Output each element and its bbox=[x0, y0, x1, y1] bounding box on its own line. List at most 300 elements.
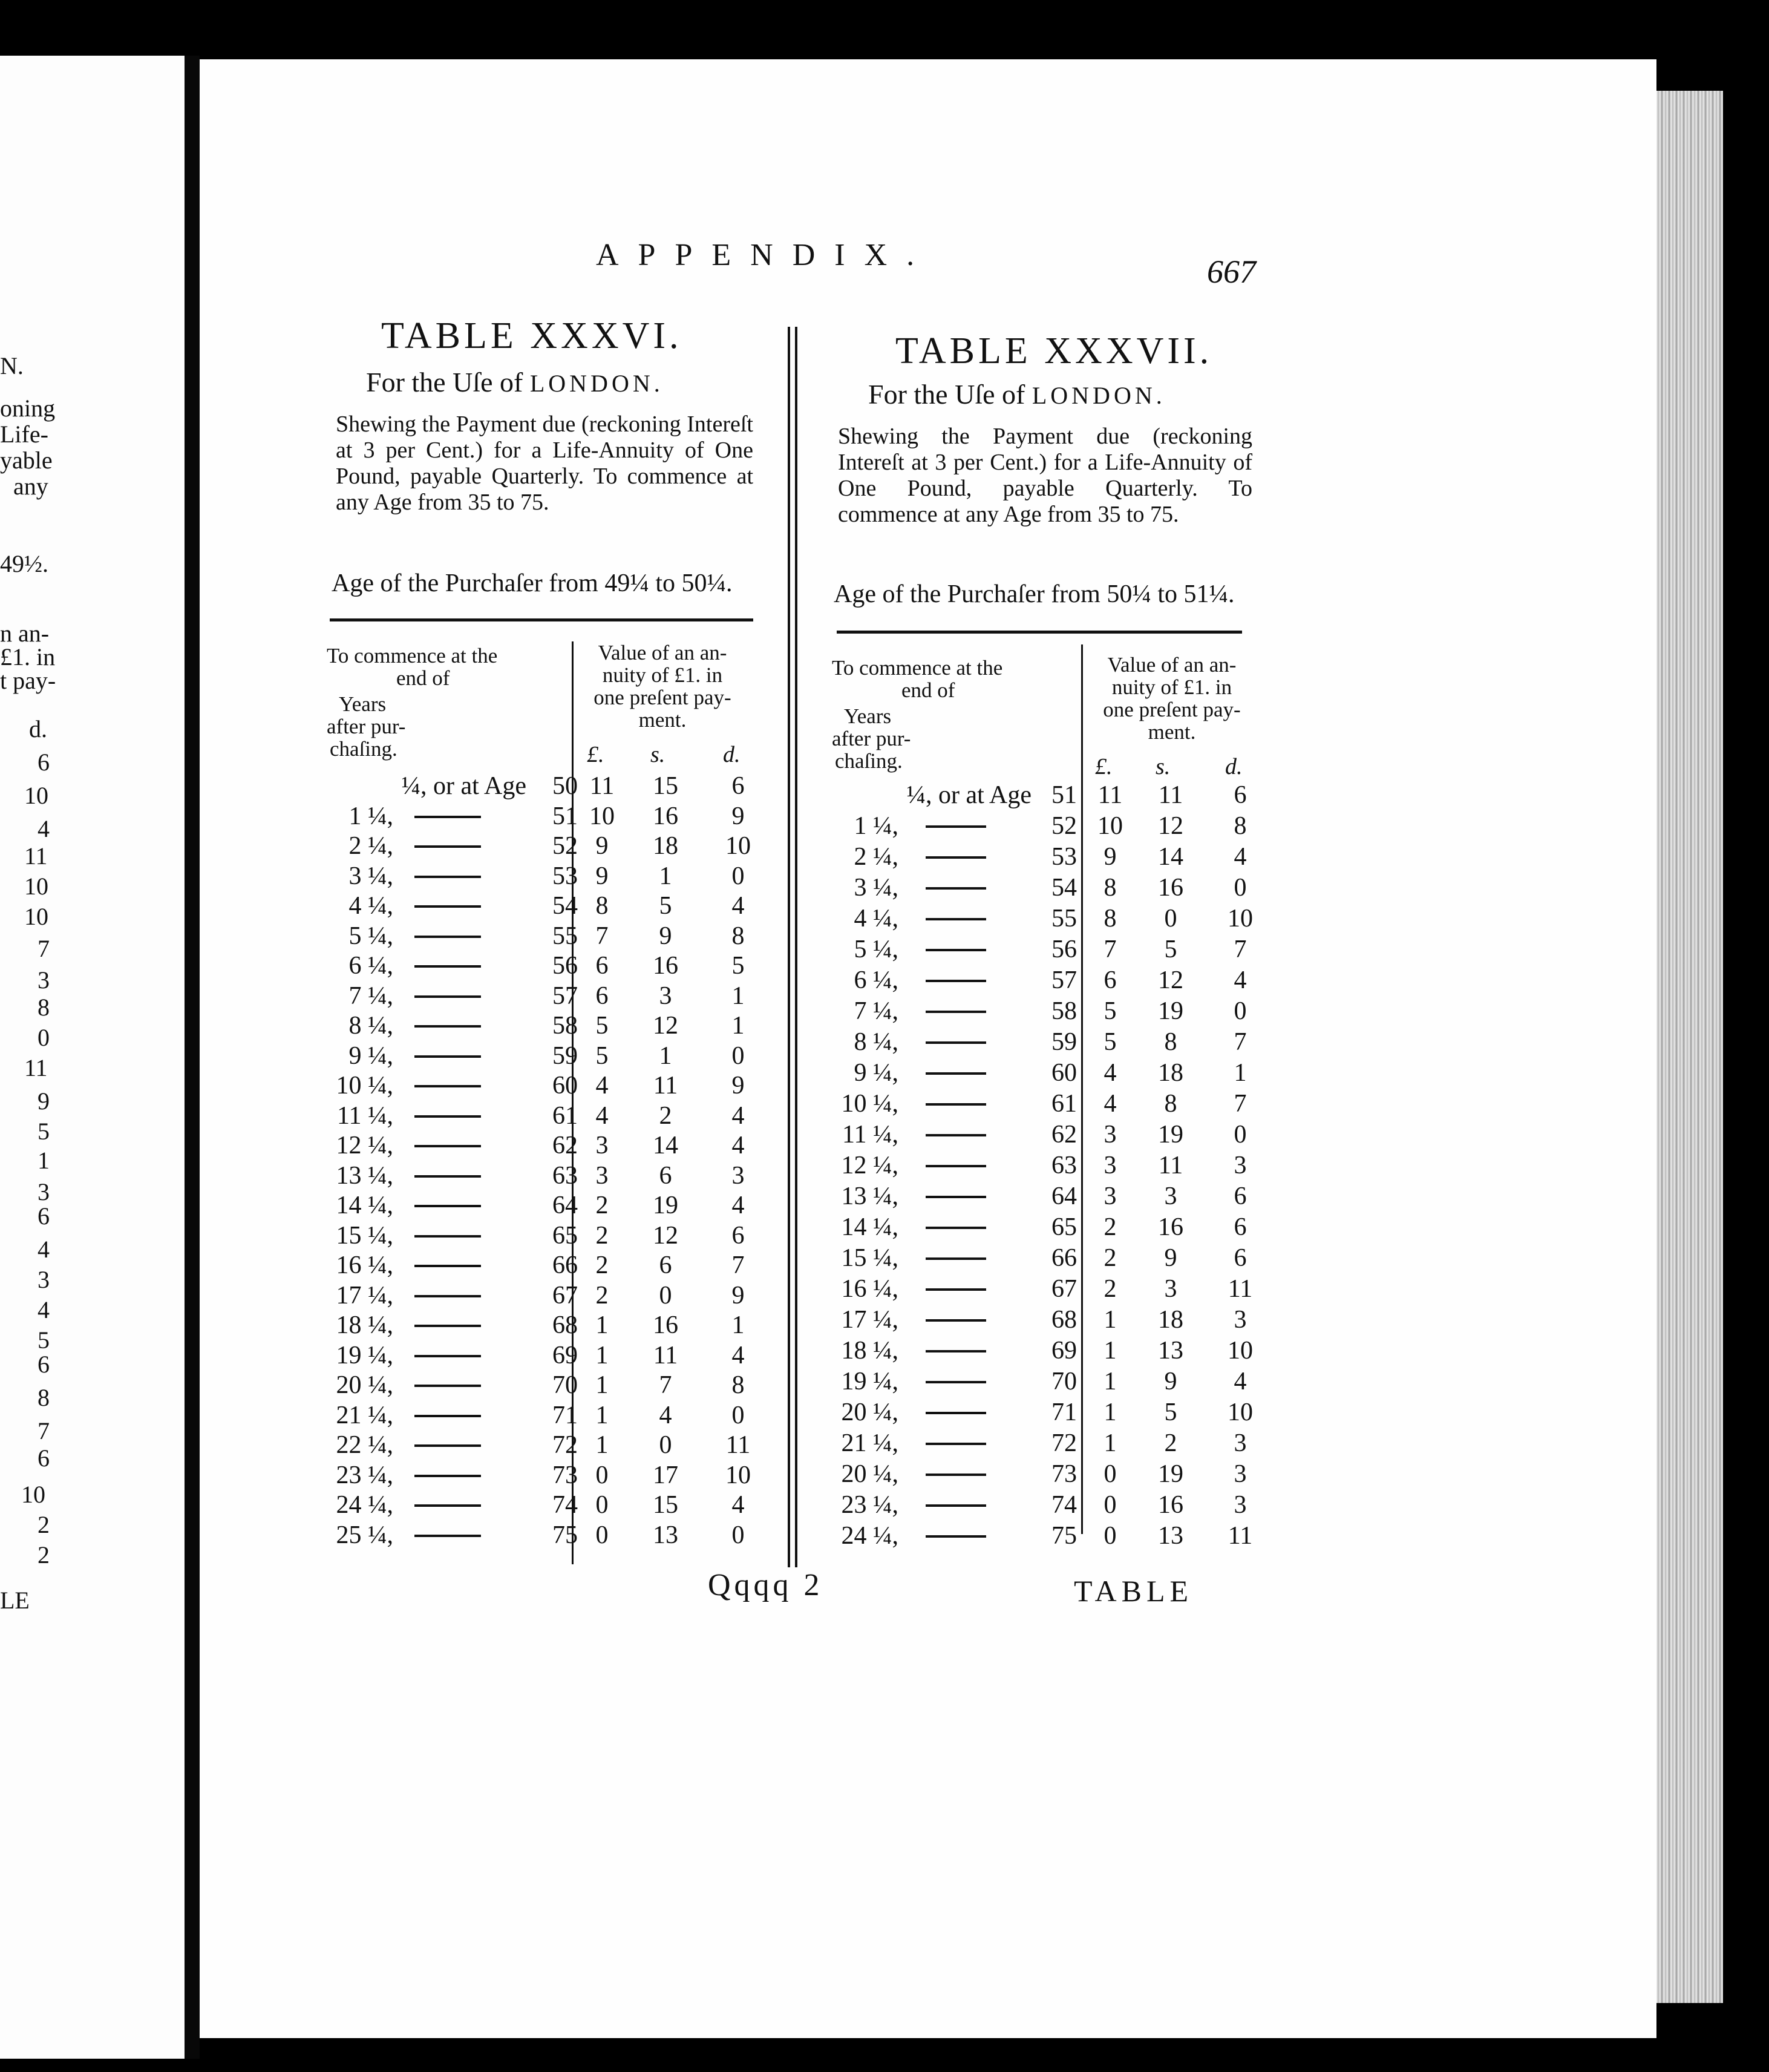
header-value-line: one preſent pay- bbox=[593, 686, 731, 709]
pence-cell: 1 bbox=[731, 982, 745, 1010]
pounds-cell: 0 bbox=[595, 1491, 609, 1519]
row-dash bbox=[926, 1474, 986, 1476]
pounds-cell: 3 bbox=[1104, 1121, 1117, 1149]
pounds-cell: 1 bbox=[595, 1431, 609, 1459]
pounds-cell: 1 bbox=[595, 1401, 609, 1429]
pounds-cell: 2 bbox=[595, 1251, 609, 1279]
table-row bbox=[327, 862, 759, 892]
table-row bbox=[832, 811, 1261, 842]
table-row bbox=[327, 1311, 759, 1341]
table-row bbox=[832, 842, 1261, 873]
years-cell: 16 ¼, bbox=[336, 1251, 393, 1279]
years-cell: 4 ¼, bbox=[348, 892, 393, 920]
years-cell: 2 ¼, bbox=[854, 843, 898, 871]
age-cell: 52 bbox=[552, 832, 578, 860]
header-commence: To commence at the bbox=[327, 644, 498, 667]
shillings-cell: 12 bbox=[1158, 812, 1183, 840]
header-rule bbox=[837, 631, 1242, 634]
pence-cell: 4 bbox=[1234, 843, 1247, 871]
row-dash bbox=[414, 1415, 481, 1417]
pence-cell: 8 bbox=[731, 922, 745, 950]
pence-cell: 0 bbox=[1234, 997, 1247, 1025]
table-row bbox=[832, 1305, 1261, 1336]
pence-cell: 0 bbox=[1234, 1121, 1247, 1149]
shillings-cell: 9 bbox=[659, 922, 672, 950]
left-page-fragment: 4 bbox=[38, 1296, 50, 1323]
pence-cell: 4 bbox=[1234, 966, 1247, 994]
table-row bbox=[327, 1131, 759, 1161]
left-page-fragment: 10 bbox=[24, 903, 48, 930]
row-dash bbox=[926, 825, 986, 828]
left-page-fragment: Life- bbox=[0, 421, 48, 448]
shillings-cell: 16 bbox=[1158, 1491, 1183, 1519]
row-dash bbox=[414, 1535, 481, 1537]
years-cell: 24 ¼, bbox=[841, 1522, 898, 1550]
years-cell: 12 ¼, bbox=[841, 1152, 898, 1179]
age-cell: 68 bbox=[552, 1311, 578, 1339]
left-page-fragment: 11 bbox=[24, 842, 48, 870]
table-row bbox=[327, 1341, 759, 1371]
shillings-cell: 19 bbox=[1158, 997, 1183, 1025]
row-dash bbox=[926, 1504, 986, 1507]
running-head: APPENDIX. bbox=[596, 238, 934, 272]
years-cell: 23 ¼, bbox=[336, 1461, 393, 1489]
table-use-line bbox=[868, 378, 1166, 410]
row-dash bbox=[926, 856, 986, 859]
row-dash bbox=[414, 1055, 481, 1058]
pounds-cell: 3 bbox=[595, 1161, 609, 1190]
years-cell: 11 ¼, bbox=[842, 1121, 898, 1149]
row-dash bbox=[926, 1535, 986, 1538]
row-dash bbox=[414, 1325, 481, 1327]
row-dash bbox=[926, 1134, 986, 1136]
pounds-cell: 7 bbox=[595, 922, 609, 950]
center-divider-rule bbox=[788, 327, 790, 1567]
pence-cell: 4 bbox=[731, 1192, 745, 1219]
shillings-cell: 13 bbox=[1158, 1522, 1183, 1550]
pence-cell: 10 bbox=[1228, 905, 1253, 933]
pence-cell: 6 bbox=[1234, 1213, 1247, 1241]
left-page-fragment: 3 bbox=[38, 1178, 50, 1205]
pence-cell: 3 bbox=[731, 1161, 745, 1190]
years-cell: 3 ¼, bbox=[854, 874, 898, 902]
pounds-cell: 6 bbox=[595, 952, 609, 980]
table-row bbox=[832, 904, 1261, 934]
table-row bbox=[832, 1336, 1261, 1366]
age-cell: 70 bbox=[1051, 1368, 1077, 1395]
table-row bbox=[832, 1028, 1261, 1058]
years-cell: 7 ¼, bbox=[348, 982, 393, 1010]
pounds-cell: 1 bbox=[1104, 1306, 1117, 1334]
age-cell: 52 bbox=[1051, 812, 1077, 840]
age-cell: 64 bbox=[1051, 1182, 1077, 1210]
years-cell: 14 ¼, bbox=[336, 1192, 393, 1219]
unit-pounds: £. bbox=[1095, 754, 1113, 779]
age-cell: 66 bbox=[552, 1251, 578, 1279]
pounds-cell: 7 bbox=[1104, 936, 1117, 963]
pounds-cell: 3 bbox=[1104, 1152, 1117, 1179]
pence-cell: 10 bbox=[725, 1461, 751, 1489]
pence-cell: 6 bbox=[1234, 1182, 1247, 1210]
left-page-fragment: 8 bbox=[38, 1384, 50, 1411]
pounds-cell: 2 bbox=[595, 1281, 609, 1310]
book-gutter bbox=[185, 56, 200, 2059]
pounds-cell: 9 bbox=[595, 832, 609, 860]
pounds-cell: 2 bbox=[1104, 1213, 1117, 1241]
pounds-cell: 4 bbox=[1104, 1059, 1117, 1087]
age-cell: 60 bbox=[1051, 1059, 1077, 1087]
table-row bbox=[327, 1221, 759, 1251]
pounds-cell: 0 bbox=[1104, 1522, 1117, 1550]
pence-cell: 0 bbox=[731, 1041, 745, 1070]
row-dash bbox=[414, 1025, 481, 1028]
table-row bbox=[327, 922, 759, 952]
age-cell: 51 bbox=[1051, 781, 1077, 809]
pounds-cell: 9 bbox=[595, 862, 609, 890]
age-cell: 64 bbox=[552, 1192, 578, 1219]
row-dash bbox=[926, 1257, 986, 1260]
years-cell: 4 ¼, bbox=[854, 905, 898, 933]
pounds-cell: 10 bbox=[589, 802, 615, 830]
age-cell: 71 bbox=[1051, 1398, 1077, 1426]
table-row bbox=[327, 1431, 759, 1461]
table-row bbox=[832, 1521, 1261, 1552]
age-cell: 53 bbox=[1051, 843, 1077, 871]
years-cell: 20 ¼, bbox=[841, 1398, 898, 1426]
unit-shillings: s. bbox=[1156, 754, 1171, 779]
age-cell: 65 bbox=[1051, 1213, 1077, 1241]
row-dash bbox=[414, 1145, 481, 1147]
pence-cell: 4 bbox=[731, 1132, 745, 1159]
row-dash bbox=[926, 1319, 986, 1322]
table-row bbox=[327, 1521, 759, 1551]
header-value-line: nuity of £1. in bbox=[1111, 675, 1232, 699]
table-row bbox=[832, 873, 1261, 903]
table-row bbox=[327, 831, 759, 862]
pence-cell: 9 bbox=[731, 1281, 745, 1310]
years-cell: 3 ¼, bbox=[348, 862, 393, 890]
row-dash bbox=[926, 1041, 986, 1044]
pounds-cell: 5 bbox=[1104, 997, 1117, 1025]
left-page-fragment: d. bbox=[29, 715, 47, 743]
table-row bbox=[832, 1089, 1261, 1120]
pounds-cell: 1 bbox=[1104, 1398, 1117, 1426]
header-value-line: nuity of £1. in bbox=[602, 663, 723, 687]
shillings-cell: 18 bbox=[1158, 1306, 1183, 1334]
pence-cell: 9 bbox=[731, 1072, 745, 1100]
years-cell: 19 ¼, bbox=[336, 1341, 393, 1369]
table-row bbox=[832, 1367, 1261, 1397]
age-cell: 67 bbox=[1051, 1275, 1077, 1303]
shillings-cell: 2 bbox=[1164, 1429, 1177, 1457]
years-cell: 9 ¼, bbox=[854, 1059, 898, 1087]
shillings-cell: 1 bbox=[659, 862, 672, 890]
table-row bbox=[832, 1490, 1261, 1521]
pence-cell: 5 bbox=[731, 952, 745, 980]
pence-cell: 0 bbox=[1234, 874, 1247, 902]
years-cell: 5 ¼, bbox=[348, 922, 393, 950]
age-cell: 75 bbox=[1051, 1522, 1077, 1550]
pence-cell: 11 bbox=[1228, 1522, 1253, 1550]
pence-cell: 9 bbox=[731, 802, 745, 830]
age-cell: 72 bbox=[1051, 1429, 1077, 1457]
row-dash bbox=[414, 1175, 481, 1178]
unit-shillings: s. bbox=[650, 742, 665, 767]
pounds-cell: 5 bbox=[595, 1012, 609, 1040]
years-cell: 15 ¼, bbox=[336, 1221, 393, 1250]
shillings-cell: 9 bbox=[1164, 1244, 1177, 1272]
row-dash bbox=[414, 1295, 481, 1297]
table-row bbox=[832, 997, 1261, 1027]
age-cell: 63 bbox=[552, 1161, 578, 1190]
table-row bbox=[832, 781, 1261, 811]
shillings-cell: 15 bbox=[653, 1491, 678, 1519]
pounds-cell: 0 bbox=[595, 1521, 609, 1549]
table-row bbox=[832, 1274, 1261, 1305]
pounds-cell: 4 bbox=[595, 1072, 609, 1100]
pounds-cell: 1 bbox=[595, 1341, 609, 1369]
pence-cell: 3 bbox=[1234, 1306, 1247, 1334]
years-cell: 9 ¼, bbox=[348, 1041, 393, 1070]
left-page-fragment: LE bbox=[0, 1587, 30, 1614]
pence-cell: 1 bbox=[731, 1311, 745, 1339]
row-dash bbox=[414, 1085, 481, 1087]
left-page-fragment: 6 bbox=[38, 1444, 50, 1472]
pence-cell: 3 bbox=[1234, 1460, 1247, 1488]
shillings-cell: 14 bbox=[1158, 843, 1183, 871]
age-cell: 56 bbox=[1051, 936, 1077, 963]
pounds-cell: 8 bbox=[595, 892, 609, 920]
table-row bbox=[327, 1401, 759, 1431]
age-cell: 58 bbox=[1051, 997, 1077, 1025]
table-row bbox=[832, 1058, 1261, 1089]
row-dash bbox=[926, 1103, 986, 1106]
shillings-cell: 16 bbox=[653, 1311, 678, 1339]
pence-cell: 8 bbox=[1234, 812, 1247, 840]
header-years: Years bbox=[844, 704, 892, 728]
shillings-cell: 9 bbox=[1164, 1368, 1177, 1395]
years-cell: 11 ¼, bbox=[337, 1101, 393, 1130]
age-cell: 55 bbox=[1051, 905, 1077, 933]
shillings-cell: 3 bbox=[659, 982, 672, 1010]
left-page-fragment: 0 bbox=[38, 1024, 50, 1051]
row-dash bbox=[926, 1381, 986, 1383]
shillings-cell: 16 bbox=[1158, 1213, 1183, 1241]
unit-pence: d. bbox=[723, 742, 741, 767]
years-cell: 13 ¼, bbox=[841, 1182, 898, 1210]
left-page-fragment: yable bbox=[0, 447, 53, 474]
table-row bbox=[832, 1429, 1261, 1459]
shillings-cell: 12 bbox=[653, 1221, 678, 1250]
table-row bbox=[832, 966, 1261, 996]
pence-cell: 4 bbox=[731, 1341, 745, 1369]
left-page-fragment: 2 bbox=[38, 1541, 50, 1569]
pounds-cell: 1 bbox=[1104, 1429, 1117, 1457]
shillings-cell: 0 bbox=[1164, 905, 1177, 933]
shillings-cell: 11 bbox=[653, 1072, 678, 1100]
row-dash bbox=[926, 1227, 986, 1229]
row-dash bbox=[414, 965, 481, 968]
years-cell: 1 ¼, bbox=[348, 802, 393, 830]
shillings-cell: 6 bbox=[659, 1251, 672, 1279]
pence-cell: 4 bbox=[1234, 1368, 1247, 1395]
table-row bbox=[327, 1011, 759, 1041]
left-page-fragment: 10 bbox=[21, 1481, 45, 1508]
pounds-cell: 2 bbox=[1104, 1275, 1117, 1303]
table-row bbox=[327, 1191, 759, 1221]
pence-cell: 6 bbox=[1234, 1244, 1247, 1272]
row-dash bbox=[926, 1443, 986, 1445]
age-cell: 62 bbox=[1051, 1121, 1077, 1149]
pence-cell: 3 bbox=[1234, 1491, 1247, 1519]
left-page-fragment: 5 bbox=[38, 1118, 50, 1145]
years-cell: 17 ¼, bbox=[841, 1306, 898, 1334]
age-cell: 71 bbox=[552, 1401, 578, 1429]
age-cell: 59 bbox=[552, 1041, 578, 1070]
age-cell: 50 bbox=[552, 772, 578, 800]
pounds-cell: 5 bbox=[1104, 1028, 1117, 1056]
row-dash bbox=[414, 1444, 481, 1447]
page-edges bbox=[1656, 91, 1723, 2003]
header-value-line: ment. bbox=[638, 708, 687, 732]
pounds-cell: 6 bbox=[595, 982, 609, 1010]
row-dash bbox=[414, 905, 481, 908]
signature-mark: Qqqq 2 bbox=[708, 1568, 823, 1602]
years-cell: 12 ¼, bbox=[336, 1132, 393, 1159]
shillings-cell: 16 bbox=[653, 952, 678, 980]
age-cell: 54 bbox=[1051, 874, 1077, 902]
shillings-cell: 19 bbox=[653, 1192, 678, 1219]
pounds-cell: 6 bbox=[1104, 966, 1117, 994]
pounds-cell: 2 bbox=[595, 1192, 609, 1219]
years-cell: 17 ¼, bbox=[336, 1281, 393, 1310]
header-value-line: Value of an an- bbox=[1107, 653, 1237, 677]
years-cell: 14 ¼, bbox=[841, 1213, 898, 1241]
pounds-cell: 2 bbox=[1104, 1244, 1117, 1272]
header-end-of: end of bbox=[901, 678, 955, 702]
header-rule bbox=[330, 618, 753, 621]
table-row bbox=[327, 951, 759, 982]
header-value-line: one preſent pay- bbox=[1103, 698, 1241, 721]
age-cell: 56 bbox=[552, 952, 578, 980]
pence-cell: 4 bbox=[731, 892, 745, 920]
years-cell: 8 ¼, bbox=[854, 1028, 898, 1056]
row-dash bbox=[414, 1115, 481, 1118]
pence-cell: 1 bbox=[1234, 1059, 1247, 1087]
table-row bbox=[327, 1101, 759, 1132]
unit-pence: d. bbox=[1225, 754, 1243, 779]
pence-cell: 0 bbox=[731, 1521, 745, 1549]
row-dash bbox=[414, 1475, 481, 1477]
age-cell: 61 bbox=[552, 1101, 578, 1130]
pounds-cell: 1 bbox=[595, 1371, 609, 1399]
table-title: TABLE XXXVI. bbox=[381, 315, 682, 356]
row-dash bbox=[414, 1265, 481, 1267]
shillings-cell: 5 bbox=[659, 892, 672, 920]
pence-cell: 4 bbox=[731, 1101, 745, 1130]
age-cell: 60 bbox=[552, 1072, 578, 1100]
shillings-cell: 16 bbox=[653, 802, 678, 830]
left-page-fragment: 3 bbox=[38, 966, 50, 994]
purchaser-age-range: Age of the Purchaſer from 50¼ to 51¼. bbox=[834, 580, 1235, 608]
row-dash bbox=[926, 980, 986, 982]
page-number: 667 bbox=[1207, 254, 1256, 290]
row-dash bbox=[414, 845, 481, 848]
shillings-cell: 5 bbox=[1164, 1398, 1177, 1426]
shillings-cell: 6 bbox=[659, 1161, 672, 1190]
pence-cell: 10 bbox=[1228, 1398, 1253, 1426]
left-page-fragment: n an- bbox=[0, 620, 50, 647]
header-commence: To commence at the bbox=[832, 656, 1003, 680]
age-cell: 61 bbox=[1051, 1090, 1077, 1118]
left-page-fragment: any bbox=[13, 473, 48, 500]
shillings-cell: 8 bbox=[1164, 1028, 1177, 1056]
pounds-cell: 8 bbox=[1104, 874, 1117, 902]
pence-cell: 3 bbox=[1234, 1429, 1247, 1457]
table-row bbox=[327, 1041, 759, 1072]
purchaser-age-range: Age of the Purchaſer from 49¼ to 50¼. bbox=[332, 569, 733, 597]
table-row bbox=[832, 1120, 1261, 1150]
pence-cell: 7 bbox=[1234, 1028, 1247, 1056]
header-after-pur: after pur- bbox=[327, 715, 406, 738]
shillings-cell: 19 bbox=[1158, 1460, 1183, 1488]
row-dash bbox=[926, 1350, 986, 1352]
use-prefix: For the Uſe of bbox=[868, 379, 1032, 410]
years-cell: 15 ¼, bbox=[841, 1244, 898, 1272]
row-dash bbox=[414, 1205, 481, 1207]
header-chasing: chaſing. bbox=[330, 737, 397, 761]
shillings-cell: 11 bbox=[1158, 1152, 1183, 1179]
row-dash bbox=[414, 936, 481, 938]
row-dash bbox=[926, 1072, 986, 1075]
table-row bbox=[327, 1461, 759, 1491]
row-dash bbox=[414, 1355, 481, 1357]
pence-cell: 7 bbox=[1234, 936, 1247, 963]
left-page-fragment: N. bbox=[0, 352, 24, 379]
pounds-cell: 9 bbox=[1104, 843, 1117, 871]
years-cell: 21 ¼, bbox=[841, 1429, 898, 1457]
age-cell: 62 bbox=[552, 1132, 578, 1159]
pounds-cell: 5 bbox=[595, 1041, 609, 1070]
pence-cell: 4 bbox=[731, 1491, 745, 1519]
pence-cell: 11 bbox=[725, 1431, 751, 1459]
years-cell: 18 ¼, bbox=[841, 1337, 898, 1365]
table-row bbox=[327, 982, 759, 1012]
table-description: Shewing the Payment due (reckoning Intereſt at 3 per Cent.) for a Life-Annuity of One Pound, payable Quarterly. To commence at any Age from 35 to 75. bbox=[336, 411, 753, 515]
table-row bbox=[832, 1244, 1261, 1274]
header-years: Years bbox=[339, 692, 387, 716]
years-cell: 2 ¼, bbox=[348, 832, 393, 860]
table-row bbox=[327, 1251, 759, 1281]
age-cell: 68 bbox=[1051, 1306, 1077, 1334]
table-row bbox=[327, 1281, 759, 1311]
left-page-fragment: t pay- bbox=[0, 667, 56, 694]
pence-cell: 0 bbox=[731, 862, 745, 890]
left-page-fragment: 7 bbox=[38, 935, 50, 962]
shillings-cell: 4 bbox=[659, 1401, 672, 1429]
table-row bbox=[832, 1398, 1261, 1428]
table-row bbox=[327, 1071, 759, 1101]
use-prefix: For the Uſe of bbox=[366, 367, 530, 398]
pence-cell: 1 bbox=[731, 1012, 745, 1040]
table-use-line bbox=[366, 366, 664, 398]
row-dash bbox=[414, 1504, 481, 1507]
years-cell: 13 ¼, bbox=[336, 1161, 393, 1190]
shillings-cell: 16 bbox=[1158, 874, 1183, 902]
age-cell: 74 bbox=[552, 1491, 578, 1519]
shillings-cell: 11 bbox=[1158, 781, 1183, 809]
table-row bbox=[327, 1371, 759, 1401]
